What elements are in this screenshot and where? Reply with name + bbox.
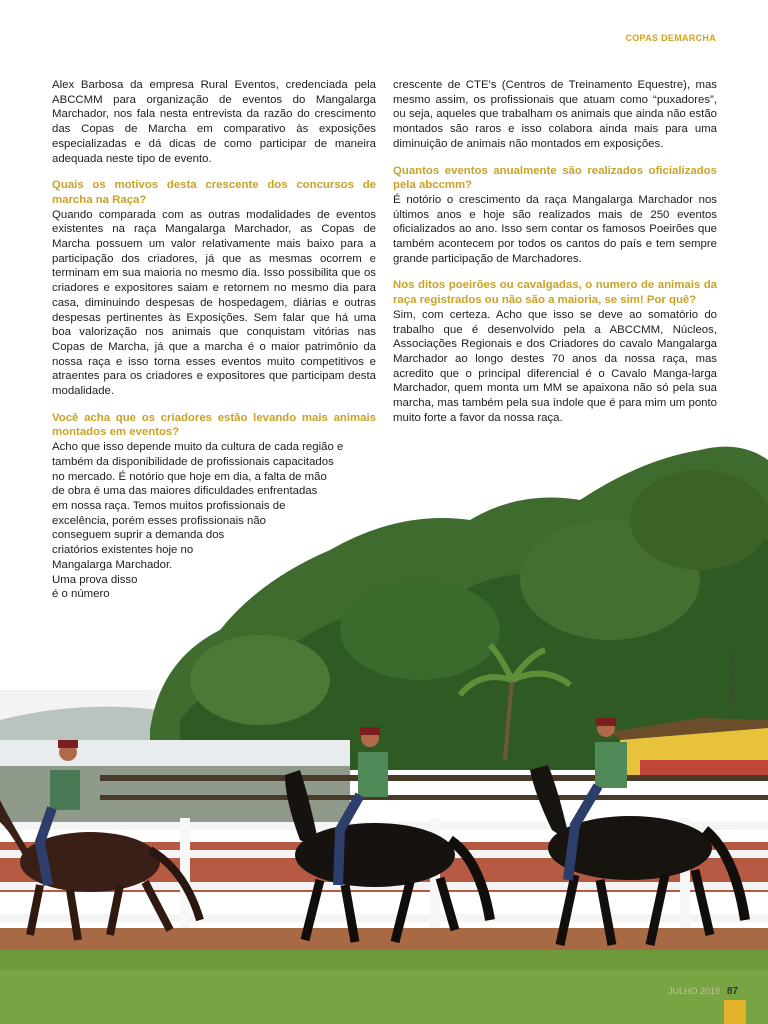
answer-3: É notório o crescimento da raça Mangalarga Marchador nos últimos anos e hoje são realizados mais de 250 eventos oficializados ao ano. Isso sem contar os famosos Poeirões que também acontecem por todos os cantos do país e tem sempre grande participação de Marchadores. [393, 193, 717, 265]
answer-4: Sim, com certeza. Acho que isso se deve ao somatório do trabalho que é desenvolvido pela a ABCCMM, Núcleos, Associações Regionais e dos Criadores do cavalo Mangalarga Marchador ao longo destes 70 anos da nossa raça, mas acredito que o principal diferencial é o Cavalo Manga-larga Marchador, quem monta um MM se apaixona não só pela sua marcha, mas também pela sua índole que é para mim um ponto muito forte a favor da nossa raça. [393, 308, 717, 424]
section-header: COPAS DEMARCHA [625, 33, 716, 43]
answer-1: Quando comparada com as outras modalidades de eventos existentes na raça Mangalarga Marchador, as Copas de Marcha possuem um valor relativamente mais baixo para a participação dos criadores, já que as mesmas ocorrem e terminam em sua maioria no mesmo dia. Isso possibilita que os criadores e expositores saiam e retornem no mesmo dia para casa, diminuindo despesas de hospedagem, diárias e outras despesas pertinentes às Exposições. Sem falar que há uma boa valorização nos animais que conquistam vitórias nas Copas de Marcha, já que a marcha é o maior patrimônio da nossa raça e isso torna esses eventos muito competitivos e atraentes para os criadores e expositores que participam desta modalidade. [52, 208, 376, 398]
photo-credit: Foto: divulgação [729, 650, 736, 702]
answer-2: Acho que isso depende muito da cultura de cada região e também da disponibilidade de profissionais capacitados no mercado. É notório que hoje em dia, a falta de mão de obra é uma das maiores dificuldades enfrentadas em nossa raça. Temos muitos profissionais de excelência, porém esses profissionais não conseguem suprir a demanda dos criatórios existentes hoje no Mangalarga Marchador. Uma prova disso é o número [52, 441, 344, 601]
footer-accent-bar [724, 1000, 746, 1024]
right-column [393, 78, 717, 437]
question-3: Quantos eventos anualmente são realizados oficializados pela abccmm? [393, 164, 717, 192]
page-number: 87 [726, 986, 738, 997]
question-4: Nos ditos poeirões ou cavalgadas, o numero de animais da raça registrados ou não são a maioria, se sim! Por quê? [393, 279, 717, 307]
footer-date: JULHO 2019 [667, 986, 720, 996]
question-2: Você acha que os criadores estão levando mais animais montados em eventos? [52, 411, 376, 439]
question-1: Quais os motivos desta crescente dos concursos de marcha na Raça? [52, 179, 376, 206]
horses-photo [0, 430, 768, 1024]
intro-paragraph: Alex Barbosa da empresa Rural Eventos, credenciada pela ABCCMM para organização de eventos do Mangalarga Marchador, nos fala nesta entrevista da razão do crescimento das Copas de Marcha em comparativo às exposições especializadas e dá dicas de como participar de maneira adequada neste tipo de evento. [52, 79, 376, 165]
continuation-paragraph: crescente de CTE's (Centros de Treinamento Equestre), mas mesmo assim, os profissionais que atuam como “puxadores”, ou seja, aqueles que trabalham os animais que ainda não estão montados são raros e isso colabora ainda mais para uma diminuição de animais não montados em exposições. [393, 79, 717, 150]
